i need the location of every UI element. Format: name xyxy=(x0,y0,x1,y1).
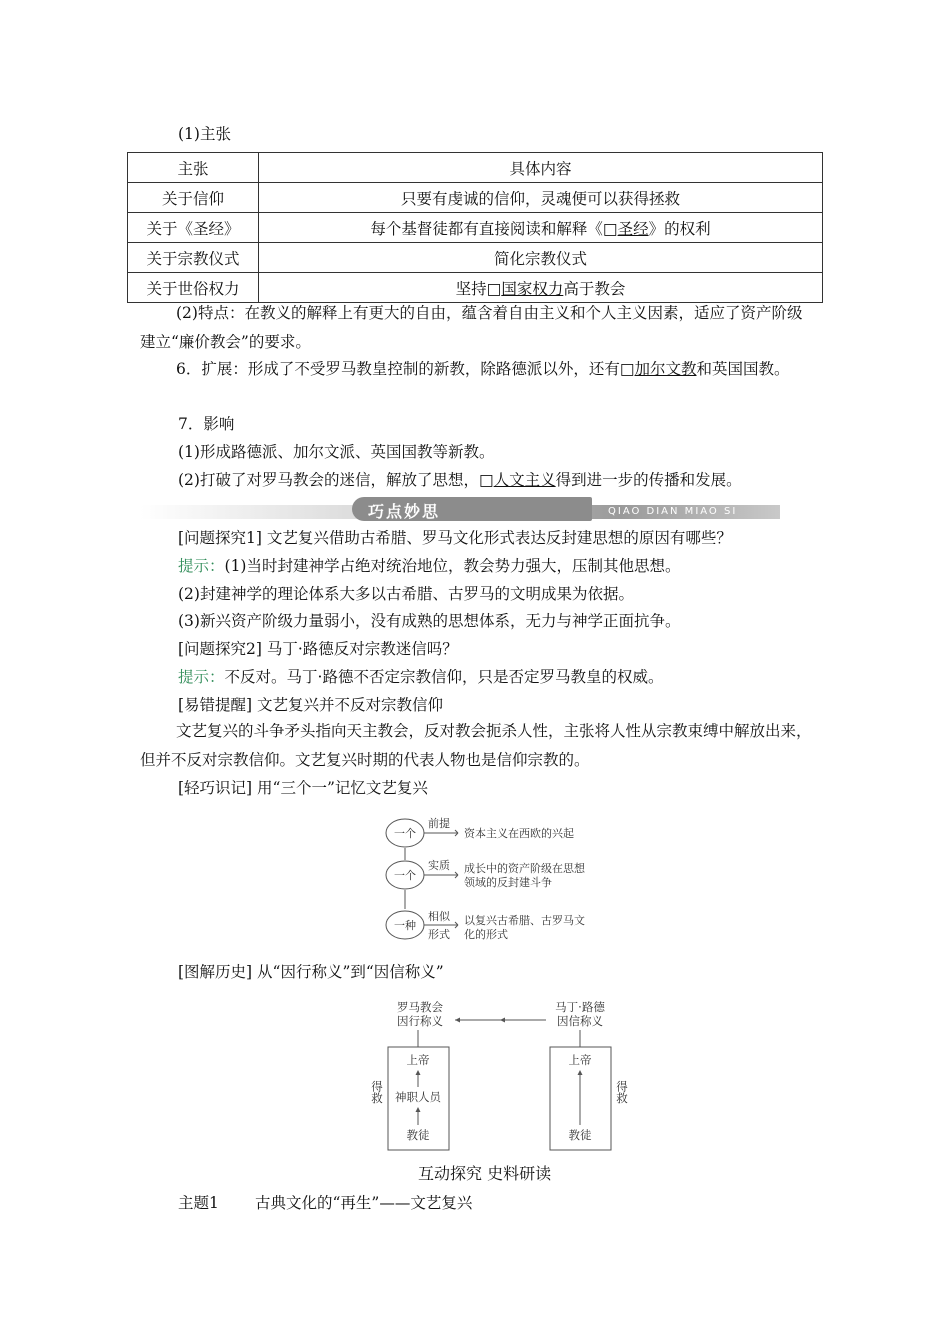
left-head-label: 因行称义 xyxy=(397,1014,443,1028)
hint-label: 提示： xyxy=(178,557,225,575)
warning-title: [易错提醒] 文艺复兴并不反对宗教信仰 xyxy=(178,696,444,714)
table-header-row xyxy=(128,153,823,183)
question-1: [问题探究1] 文艺复兴借助古希腊、罗马文化形式表达反封建思想的原因有哪些？ xyxy=(178,529,732,547)
key-label: 前提 xyxy=(428,817,450,830)
arrow-head-icon xyxy=(500,1018,505,1023)
key-label: 相似 xyxy=(428,910,450,923)
fill-in-answer: 国家权力 xyxy=(501,279,564,298)
section-banner xyxy=(140,497,780,521)
node-label: 一个 xyxy=(394,827,416,840)
hint-label: 提示： xyxy=(178,668,225,686)
fill-in-answer: 人文主义 xyxy=(493,471,556,489)
table-row xyxy=(128,243,823,273)
arrow-head-icon xyxy=(578,1070,583,1075)
table-row xyxy=(128,213,823,243)
sub-heading-proposition: (1)主张 xyxy=(178,125,231,143)
key-label: 形式 xyxy=(428,928,450,941)
right-box-top: 上帝 xyxy=(568,1053,592,1067)
left-head-label: 罗马教会 xyxy=(397,1000,443,1014)
desc-label: 资本主义在西欧的兴起 xyxy=(464,827,574,840)
arrow-head-icon xyxy=(455,1018,460,1023)
influence-heading: 7．影响 xyxy=(178,415,235,433)
left-box-middle: 神职人员 xyxy=(395,1090,441,1104)
table-cell-content: 只要有虔诚的信仰，灵魂便可以获得拯救 xyxy=(259,183,823,213)
key-label: 实质 xyxy=(428,859,450,872)
fill-in-answer: 圣经 xyxy=(617,219,649,238)
answer-2: 提示：不反对。马丁·路德不否定宗教信仰，只是否定罗马教皇的权威。 xyxy=(178,668,664,686)
diagram-title: [图解历史] 从“因行称义”到“因信称义” xyxy=(178,963,444,981)
banner-title: 巧点妙思 xyxy=(368,502,441,521)
left-box-bottom: 教徒 xyxy=(406,1128,430,1142)
right-box-bottom: 教徒 xyxy=(568,1128,592,1142)
table-header-cell: 具体内容 xyxy=(259,153,823,183)
fill-in-answer: 加尔文教 xyxy=(634,360,697,378)
node-label: 一种 xyxy=(394,919,416,932)
table-cell-content: 简化宗教仪式 xyxy=(259,243,823,273)
extension-paragraph: 6．扩展：形成了不受罗马教皇控制的新教，除路德派以外，还有□加尔文教和英国国教。 xyxy=(176,360,790,378)
table-row xyxy=(128,183,823,213)
answer-1-line-3: (3)新兴资产阶级力量弱小，没有成熟的思想体系，无力与神学正面抗争。 xyxy=(178,612,681,630)
warning-body: 文艺复兴的斗争矛头指向天主教会，反对教会扼杀人性，主张将人性从宗教束缚中解放出来，但并不反对宗教信仰。文艺复兴时期的代表人物也是信仰宗教的。 xyxy=(140,722,812,769)
influence-item-1: (1)形成路德派、加尔文派、英国国教等新教。 xyxy=(178,443,495,461)
table-cell-topic: 关于世俗权力 xyxy=(128,273,259,303)
table-cell-content: 坚持□国家权力高于教会 xyxy=(259,273,823,303)
banner-pinyin: QIAO DIAN MIAO SI xyxy=(608,506,738,517)
memory-title: [轻巧识记] 用“三个一”记忆文艺复兴 xyxy=(178,779,428,797)
section-subtitle: 互动探究 史料研读 xyxy=(418,1164,552,1183)
desc-label: 化的形式 xyxy=(464,928,508,941)
table-header-cell: 主张 xyxy=(128,153,259,183)
topic-text: 古典文化的“再生”——文艺复兴 xyxy=(255,1194,473,1212)
table-cell-topic: 关于宗教仪式 xyxy=(128,243,259,273)
right-head-label: 因信称义 xyxy=(557,1014,603,1028)
desc-label: 成长中的资产阶级在思想 xyxy=(464,862,585,875)
side-label-right: 得救 xyxy=(615,1080,629,1104)
answer-1-line-1: 提示：(1)当时封建神学占绝对统治地位，教会势力强大，压制其他思想。 xyxy=(178,557,681,575)
node-label: 一个 xyxy=(394,869,416,882)
desc-label: 领域的反封建斗争 xyxy=(464,876,552,889)
features-paragraph: (2)特点：在教义的解释上有更大的自由，蕴含着自由主义和个人主义因素，适应了资产阶级建立“廉价教会”的要求。 xyxy=(140,304,803,351)
table-cell-content: 每个基督徒都有直接阅读和解释《□圣经》的权利 xyxy=(259,213,823,243)
influence-item-2: (2)打破了对罗马教会的迷信，解放了思想，□人文主义得到进一步的传播和发展。 xyxy=(178,471,742,489)
proposition-table xyxy=(127,152,823,303)
table-cell-topic: 关于信仰 xyxy=(128,183,259,213)
justification-diagram xyxy=(360,997,640,1152)
topic-label: 主题1 xyxy=(178,1194,219,1212)
arrow-head-icon xyxy=(416,1107,421,1112)
desc-label: 以复兴古希腊、古罗马文 xyxy=(464,914,585,927)
table-cell-topic: 关于《圣经》 xyxy=(128,213,259,243)
three-ones-diagram xyxy=(380,812,630,950)
answer-1-line-2: (2)封建神学的理论体系大多以古希腊、古罗马的文明成果为依据。 xyxy=(178,585,634,603)
question-2: [问题探究2] 马丁·路德反对宗教迷信吗？ xyxy=(178,640,458,658)
left-box-top: 上帝 xyxy=(406,1053,430,1067)
right-head-label: 马丁·路德 xyxy=(555,1000,605,1014)
arrow-head-icon xyxy=(416,1070,421,1075)
side-label-left: 得救 xyxy=(370,1080,384,1104)
table-row xyxy=(128,273,823,303)
